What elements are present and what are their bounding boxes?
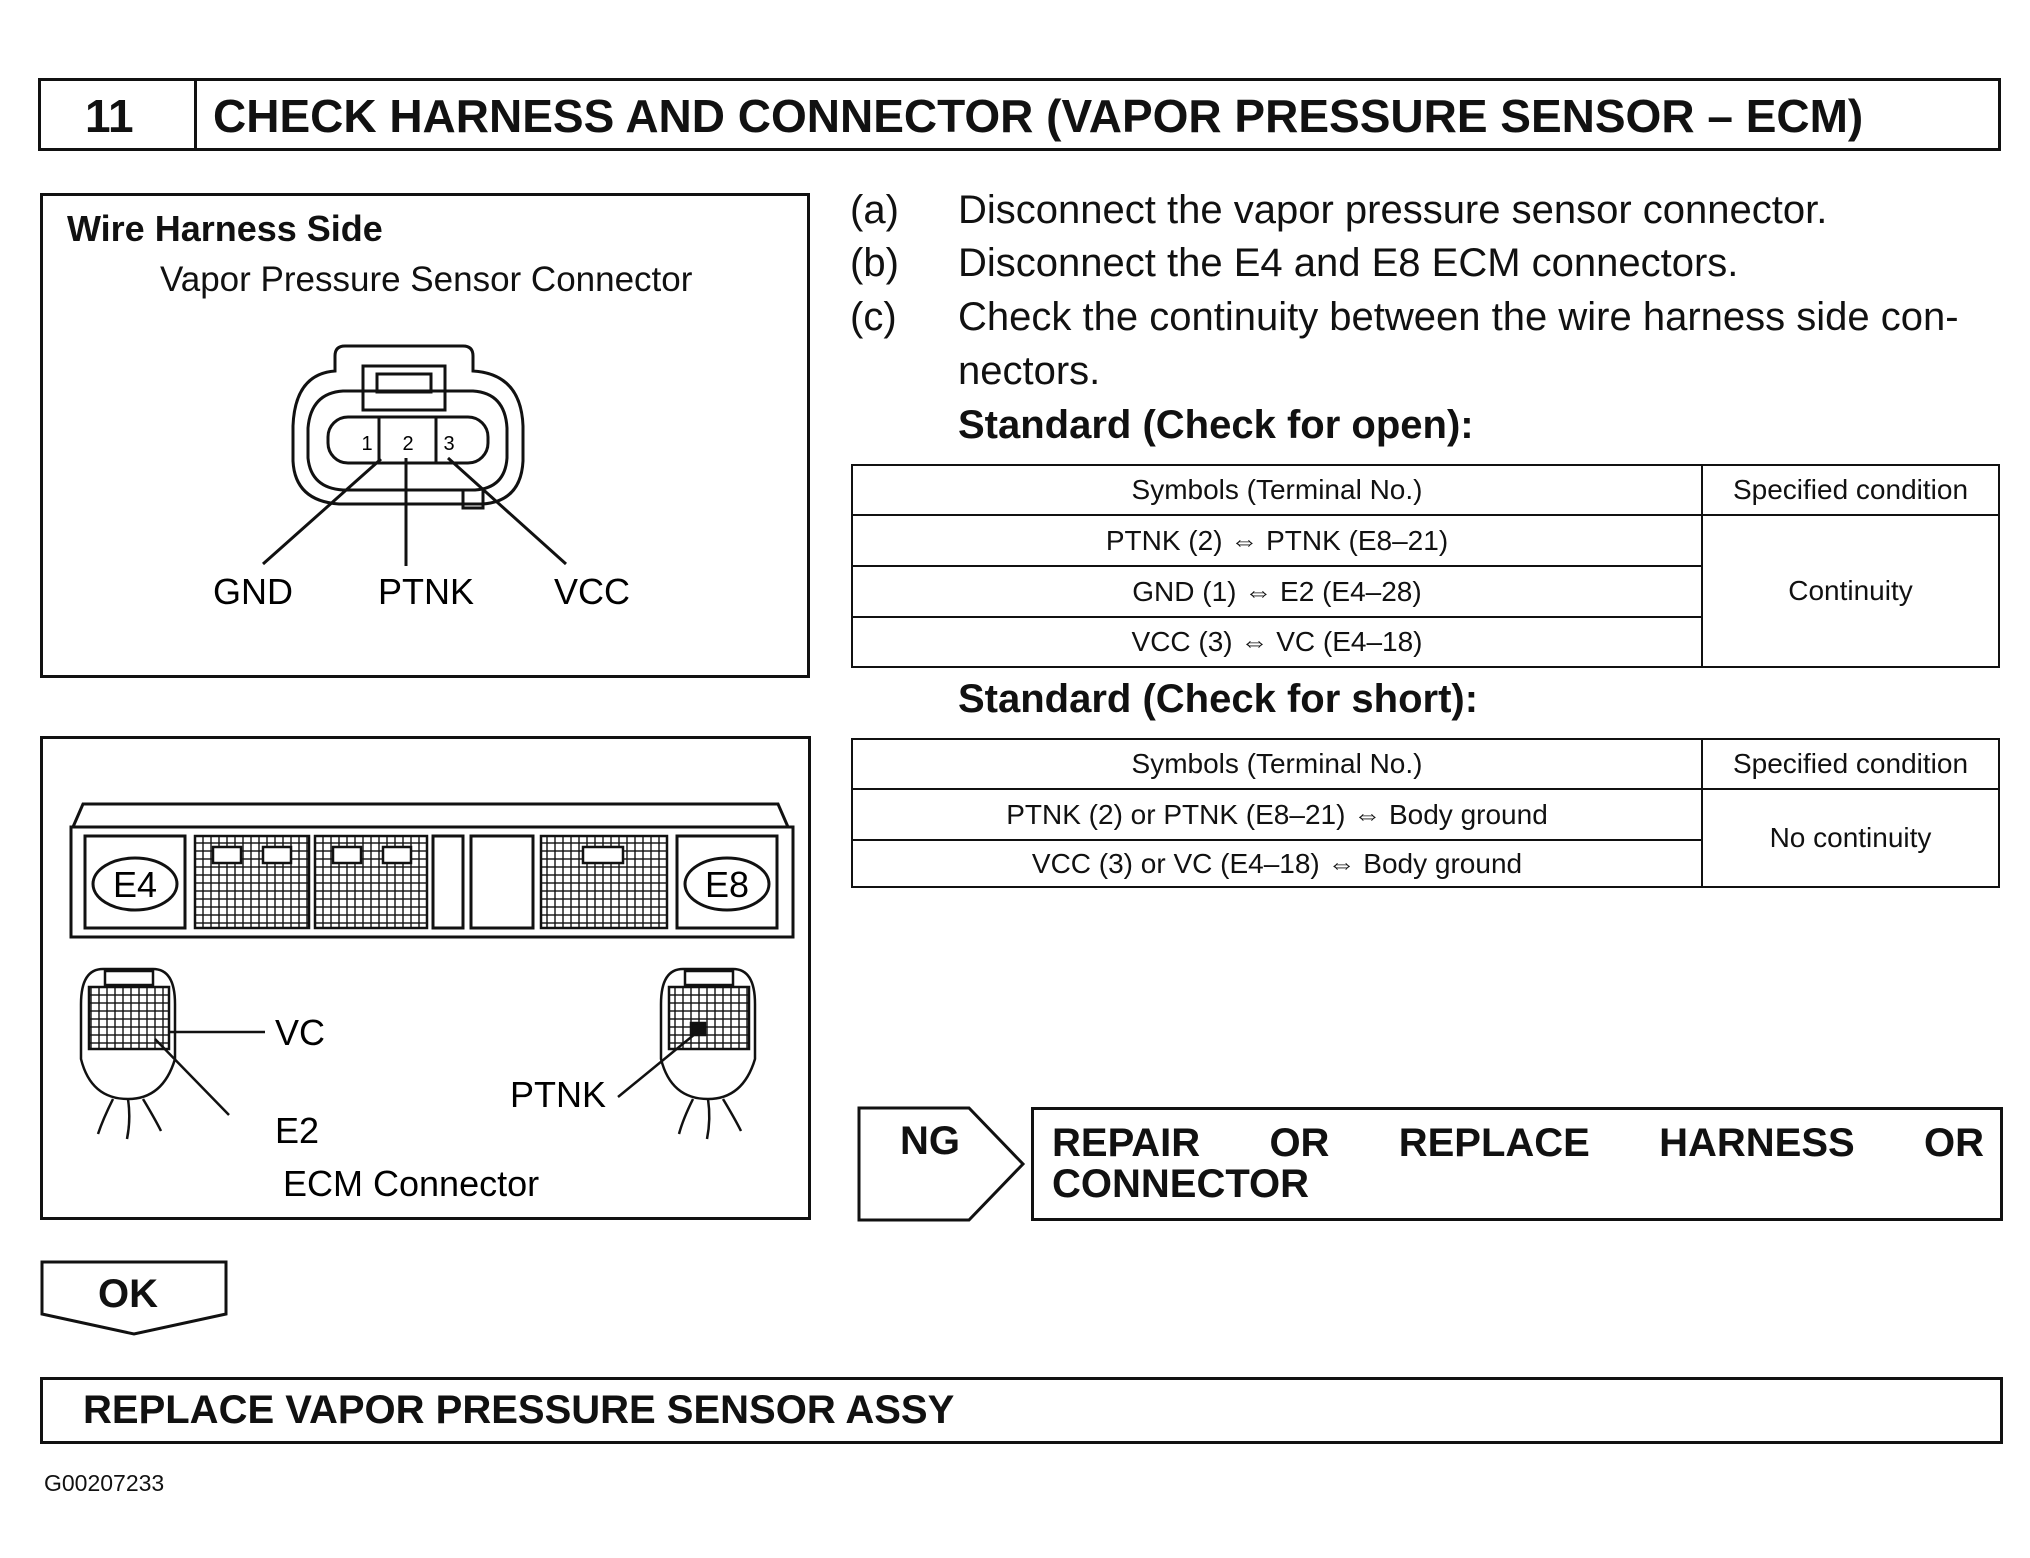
figure-title: Wire Harness Side: [67, 208, 383, 249]
ng-action-line1: [1052, 1121, 1984, 1166]
vc-label: VC: [275, 1012, 326, 1053]
ptnk-label: PTNK: [377, 571, 475, 612]
ng-action-word: REPLACE: [1398, 1121, 1590, 1165]
open-standard-table: [851, 464, 2000, 668]
table-row: VCC (3) or VC (E4–18) ⇔ Body ground: [852, 840, 1702, 887]
step-a-text: Disconnect the vapor pressure sensor connector.: [958, 188, 1828, 232]
step-header: [38, 78, 2001, 151]
table-row: PTNK (2) or PTNK (E8–21) ⇔ Body ground: [852, 789, 1702, 840]
open-condition-cell: Continuity: [1702, 515, 1999, 667]
open-col-condition: Specified condition: [1702, 465, 1999, 515]
step-b-text: Disconnect the E4 and E8 ECM connectors.: [958, 241, 1739, 285]
pin-1-label: 1: [361, 433, 373, 455]
table-row: GND (1) ⇔ E2 (E4–28): [852, 566, 1702, 617]
ecm-connector-drawing: [43, 739, 808, 1217]
e2-label: E2: [275, 1110, 320, 1151]
ptnk-ecm-label: PTNK: [510, 1074, 607, 1115]
e8-label: E8: [704, 864, 750, 905]
short-standard-table: [851, 738, 2000, 888]
step-b-mark: (b): [850, 241, 899, 285]
open-standard-heading: Standard (Check for open):: [958, 403, 1474, 447]
gnd-label: GND: [213, 571, 293, 612]
ecm-connector-figure: [40, 736, 811, 1220]
ng-action-word: OR: [1269, 1121, 1330, 1165]
table-row: VCC (3) ⇔ VC (E4–18): [852, 617, 1702, 667]
ng-action-word: REPAIR: [1052, 1121, 1201, 1165]
ng-action-word: HARNESS: [1659, 1121, 1855, 1165]
figure-code: G00207233: [44, 1470, 165, 1496]
final-action-box: [40, 1377, 2003, 1444]
step-title: CHECK HARNESS AND CONNECTOR (VAPOR PRESSURE SENSOR – ECM): [213, 90, 1864, 142]
figure-subtitle: Vapor Pressure Sensor Connector: [160, 260, 693, 299]
pin-2-label: 2: [402, 433, 414, 455]
ng-action-word: OR: [1923, 1121, 1984, 1165]
final-action-text: REPLACE VAPOR PRESSURE SENSOR ASSY: [83, 1388, 955, 1432]
step-c-text-line2: nectors.: [958, 349, 1101, 393]
short-condition-cell: No continuity: [1702, 789, 1999, 887]
ng-label: NG: [900, 1119, 960, 1163]
step-number: 11: [85, 90, 134, 142]
table-row: PTNK (2) ⇔ PTNK (E8–21): [852, 515, 1702, 566]
e4-label: E4: [112, 864, 158, 905]
step-a-mark: (a): [850, 188, 899, 232]
sensor-connector-figure: [40, 193, 810, 678]
ng-action-box: [1031, 1107, 2003, 1221]
ok-label: OK: [98, 1272, 158, 1316]
open-col-symbols: Symbols (Terminal No.): [852, 465, 1702, 515]
short-standard-heading: Standard (Check for short):: [958, 677, 1479, 721]
short-col-condition: Specified condition: [1702, 739, 1999, 789]
step-c-text-line1: Check the continuity between the wire harness side con-: [958, 295, 1959, 339]
step-c-mark: (c): [850, 295, 897, 339]
sensor-connector-drawing: [43, 196, 807, 675]
pin-3-label: 3: [443, 433, 455, 455]
vcc-label: VCC: [553, 571, 631, 612]
ecm-connector-caption: ECM Connector: [283, 1163, 540, 1204]
short-col-symbols: Symbols (Terminal No.): [852, 739, 1702, 789]
ng-action-line2: CONNECTOR: [1052, 1162, 1310, 1206]
header-divider: [194, 81, 197, 148]
